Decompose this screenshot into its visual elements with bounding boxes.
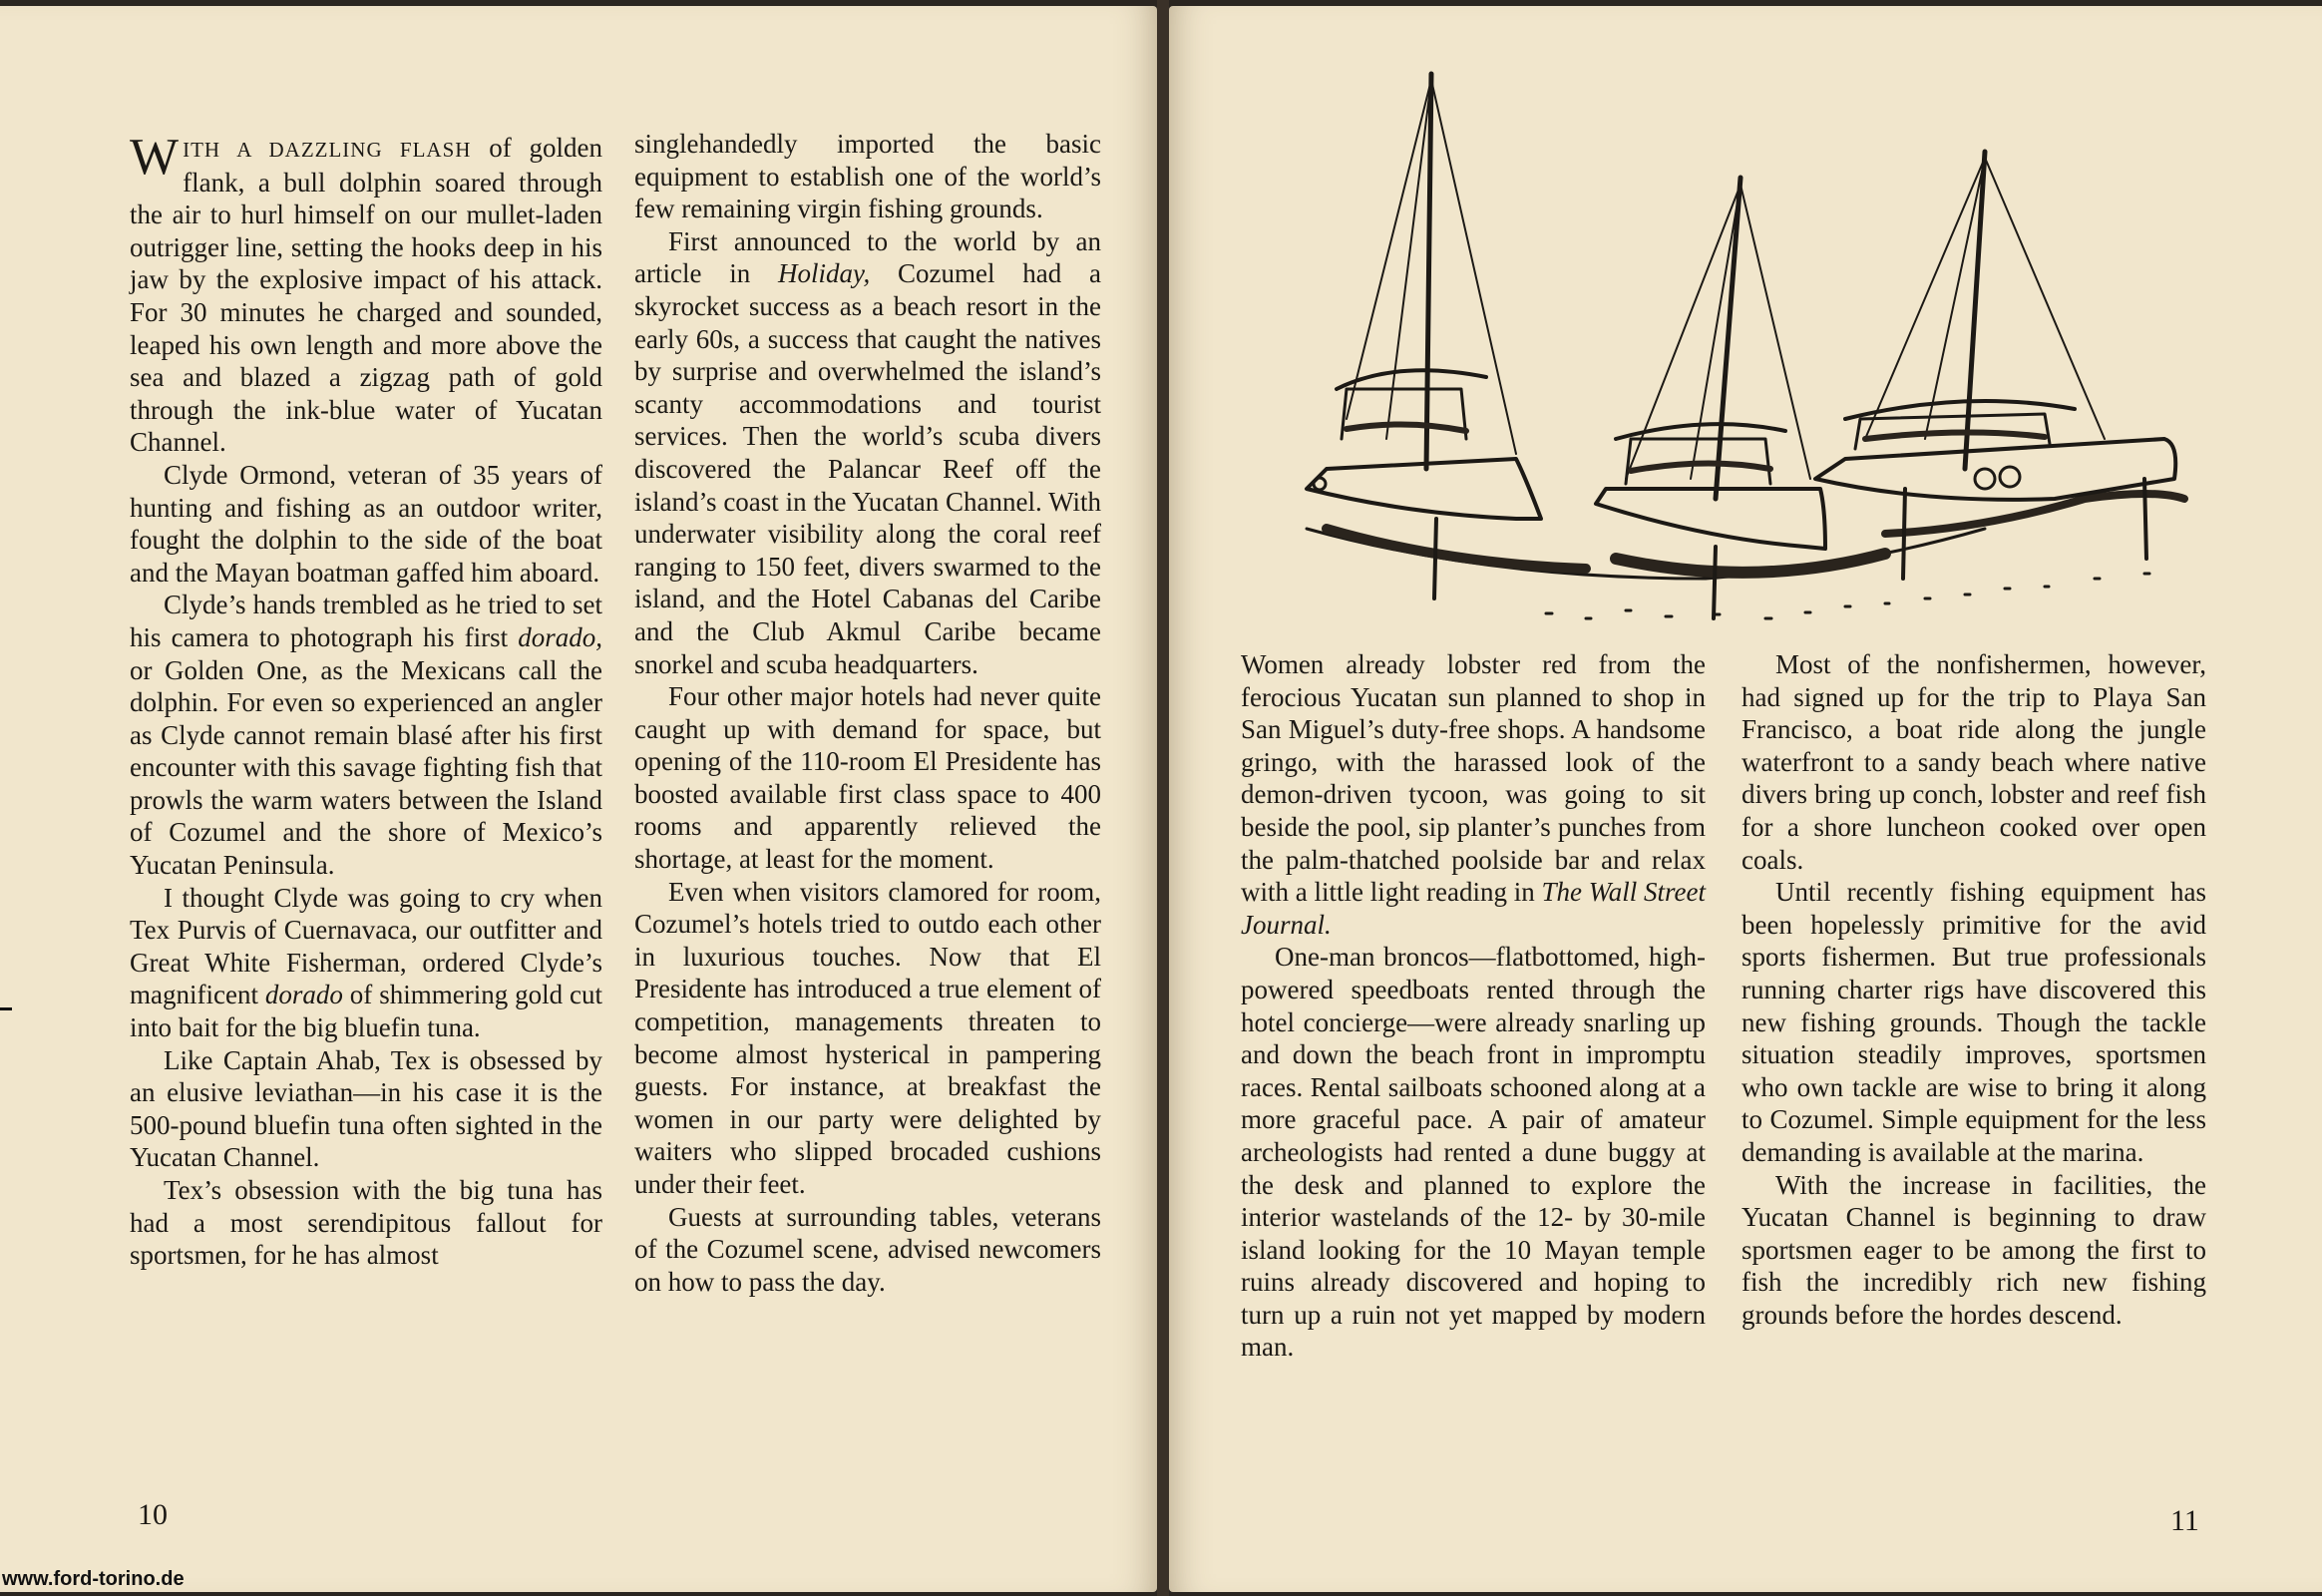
paragraph: Until recently fishing equipment has been hopelessly primitive for the avid sports fishermen. But true professionals running charter rigs have discovered this new fishing grounds. Though the tackle situation steadily improves, sportsmen who own tackle are wise to bring it along to Cozumel. Simple equipment for the less demanding is available at the marina. [1742,877,2206,1167]
paragraph: Four other major hotels had never quite caught up with demand for space, but opening of the 110-room El Presidente has boosted available first class space to 400 rooms and apparently relieved the shortage, at least for the moment. [634,681,1101,875]
sailboat-right [1815,152,2175,579]
right-column-2 [1742,648,2206,1331]
paragraph: With the increase in facilities, the Yucatan Channel is beginning to draw sportsmen eager to be among the first to fish the incredibly rich new fishing grounds before the hordes descend. [1742,1169,2206,1330]
paragraph: Even when visitors clamored for room, Cozumel’s hotels tried to outdo each other in luxurious touches. Now that El Presidente has introduced a true element of competition, managements threaten to become almost hysterical in pampering guests. For instance, at breakfast the women in our party were delighted by waiters who slipped brocaded cushions under their feet. [634,876,1101,1199]
paragraph [1241,648,1706,941]
right-column-1 [1241,648,1706,1364]
paragraph: Most of the nonfishermen, however, had signed up for the trip to Playa San Francisco, a boat ride along the jungle waterfront to a sandy beach where native divers bring up conch, lobster and reef fish for a shore luncheon cooked over open coals. [1742,649,2206,875]
paragraph: Tex’s obsession with the big tuna has had a most serendipitous fallout for sportsmen, for he has almost [130,1175,602,1271]
paragraph-text: of golden flank, a bull dolphin soared through the air to hurl himself on our mullet-laden outrigger line, setting the hooks deep in his jaw by the explosive impact of his attack. For 30 minutes he charged and sounded, leaped his own length and more above the sea and blazed a zigzag path of gold through the ink-blue water of Yucatan Channel. [130,133,602,458]
sailboat-middle [1596,178,1825,618]
page-number-left: 10 [138,1498,168,1531]
left-column-1 [130,129,603,1272]
paragraph [634,225,1101,680]
page-number-right: 11 [2170,1504,2199,1537]
paragraph: Like Captain Ahab, Tex is obsessed by an elusive leviathan—in his case it is the 500-pound bluefin tuna often sighted in the Yucatan Channel. [130,1044,602,1173]
paragraph-text: I thought Clyde was going to cry when Tex Purvis of Cuernavaca, our outfitter and Great White Fisherman, ordered Clyde’s magnificent [130,882,602,1010]
paragraph-text: First announced to the world by an article in [634,225,1101,289]
paragraph [130,882,602,1044]
paragraph: One-man broncos—flatbottomed, high-powered speedboats rented through the hotel concierge—were already snarling up and down the beach front in impromptu races. Rental sailboats schooned along at a more graceful pace. A pair of amateur archeologists had rented a dune buggy at the desk and planned to explore the interior wastelands of the 12- by 30-mile island looking for the 10 Mayan temple ruins already discovered and hoping to turn up a ruin not yet mapped by modern man. [1241,942,1706,1363]
paragraph [130,129,602,459]
lead-in: ITH A DAZZLING FLASH [183,138,472,162]
sailboats-illustration [1287,60,2214,638]
drop-cap: W [130,129,180,186]
emphasis: Holiday, [778,258,871,289]
paragraph: singlehandedly imported the basic equipment to establish one of the world’s few remaining virgin fishing grounds. [634,129,1101,224]
edge-mark [0,1007,12,1010]
book-gutter [1157,0,1169,1596]
site-watermark: www.ford-torino.de [2,1568,185,1590]
paragraph [130,589,602,881]
emphasis: The Wall Street Journal. [1241,877,1706,940]
paragraph-text: of shimmering gold cut into bait for the big bluefin tuna. [130,980,603,1043]
paragraph-text: Women already lobster red from the ferocious Yucatan sun planned to shop in San Miguel’s duty-free shops. A handsome gringo, with the harassed look of the demon-driven tycoon, was going to sit beside the pool, sip planter’s punches from the palm-thatched poolside bar and relax with a little light reading in [1241,649,1706,908]
sailboat-left [1307,74,1541,598]
paragraph-text: Clyde’s hands trembled as he tried to set his camera to photograph his first [130,590,602,652]
emphasis: dorado [264,980,343,1010]
paragraph: Guests at surrounding tables, veterans of the Cozumel scene, advised newcomers on how to pass the day. [634,1201,1101,1297]
paragraph-text: or Golden One, as the Mexicans call the dolphin. For even so experienced an angler as Clyde cannot remain blasé after his first encounter with this savage fighting fish that prowls the warm waters between the Island of Cozumel and the shore of Mexico’s Yucatan Peninsula. [130,654,602,881]
left-column-2 [634,128,1101,1298]
paragraph-text: Cozumel had a skyrocket success as a beach resort in the early 60s, a success that caught the natives by surprise and overwhelmed the island’s scanty accommodations and tourist services. Then the world’s scuba divers discovered the Palancar Reef off the island’s coast in the Yucatan Channel. With underwater visibility along the coral reef ranging to 150 feet, divers swarmed to the island, and the Hotel Cabanas del Caribe and the Club Akmul Caribe became snorkel and scuba headquarters. [634,258,1102,679]
paragraph: Clyde Ormond, veteran of 35 years of hunting and fishing as an outdoor writer, fought the dolphin to the side of the boat and the Mayan boatman gaffed him aboard. [130,459,602,588]
emphasis: dorado, [518,621,602,652]
